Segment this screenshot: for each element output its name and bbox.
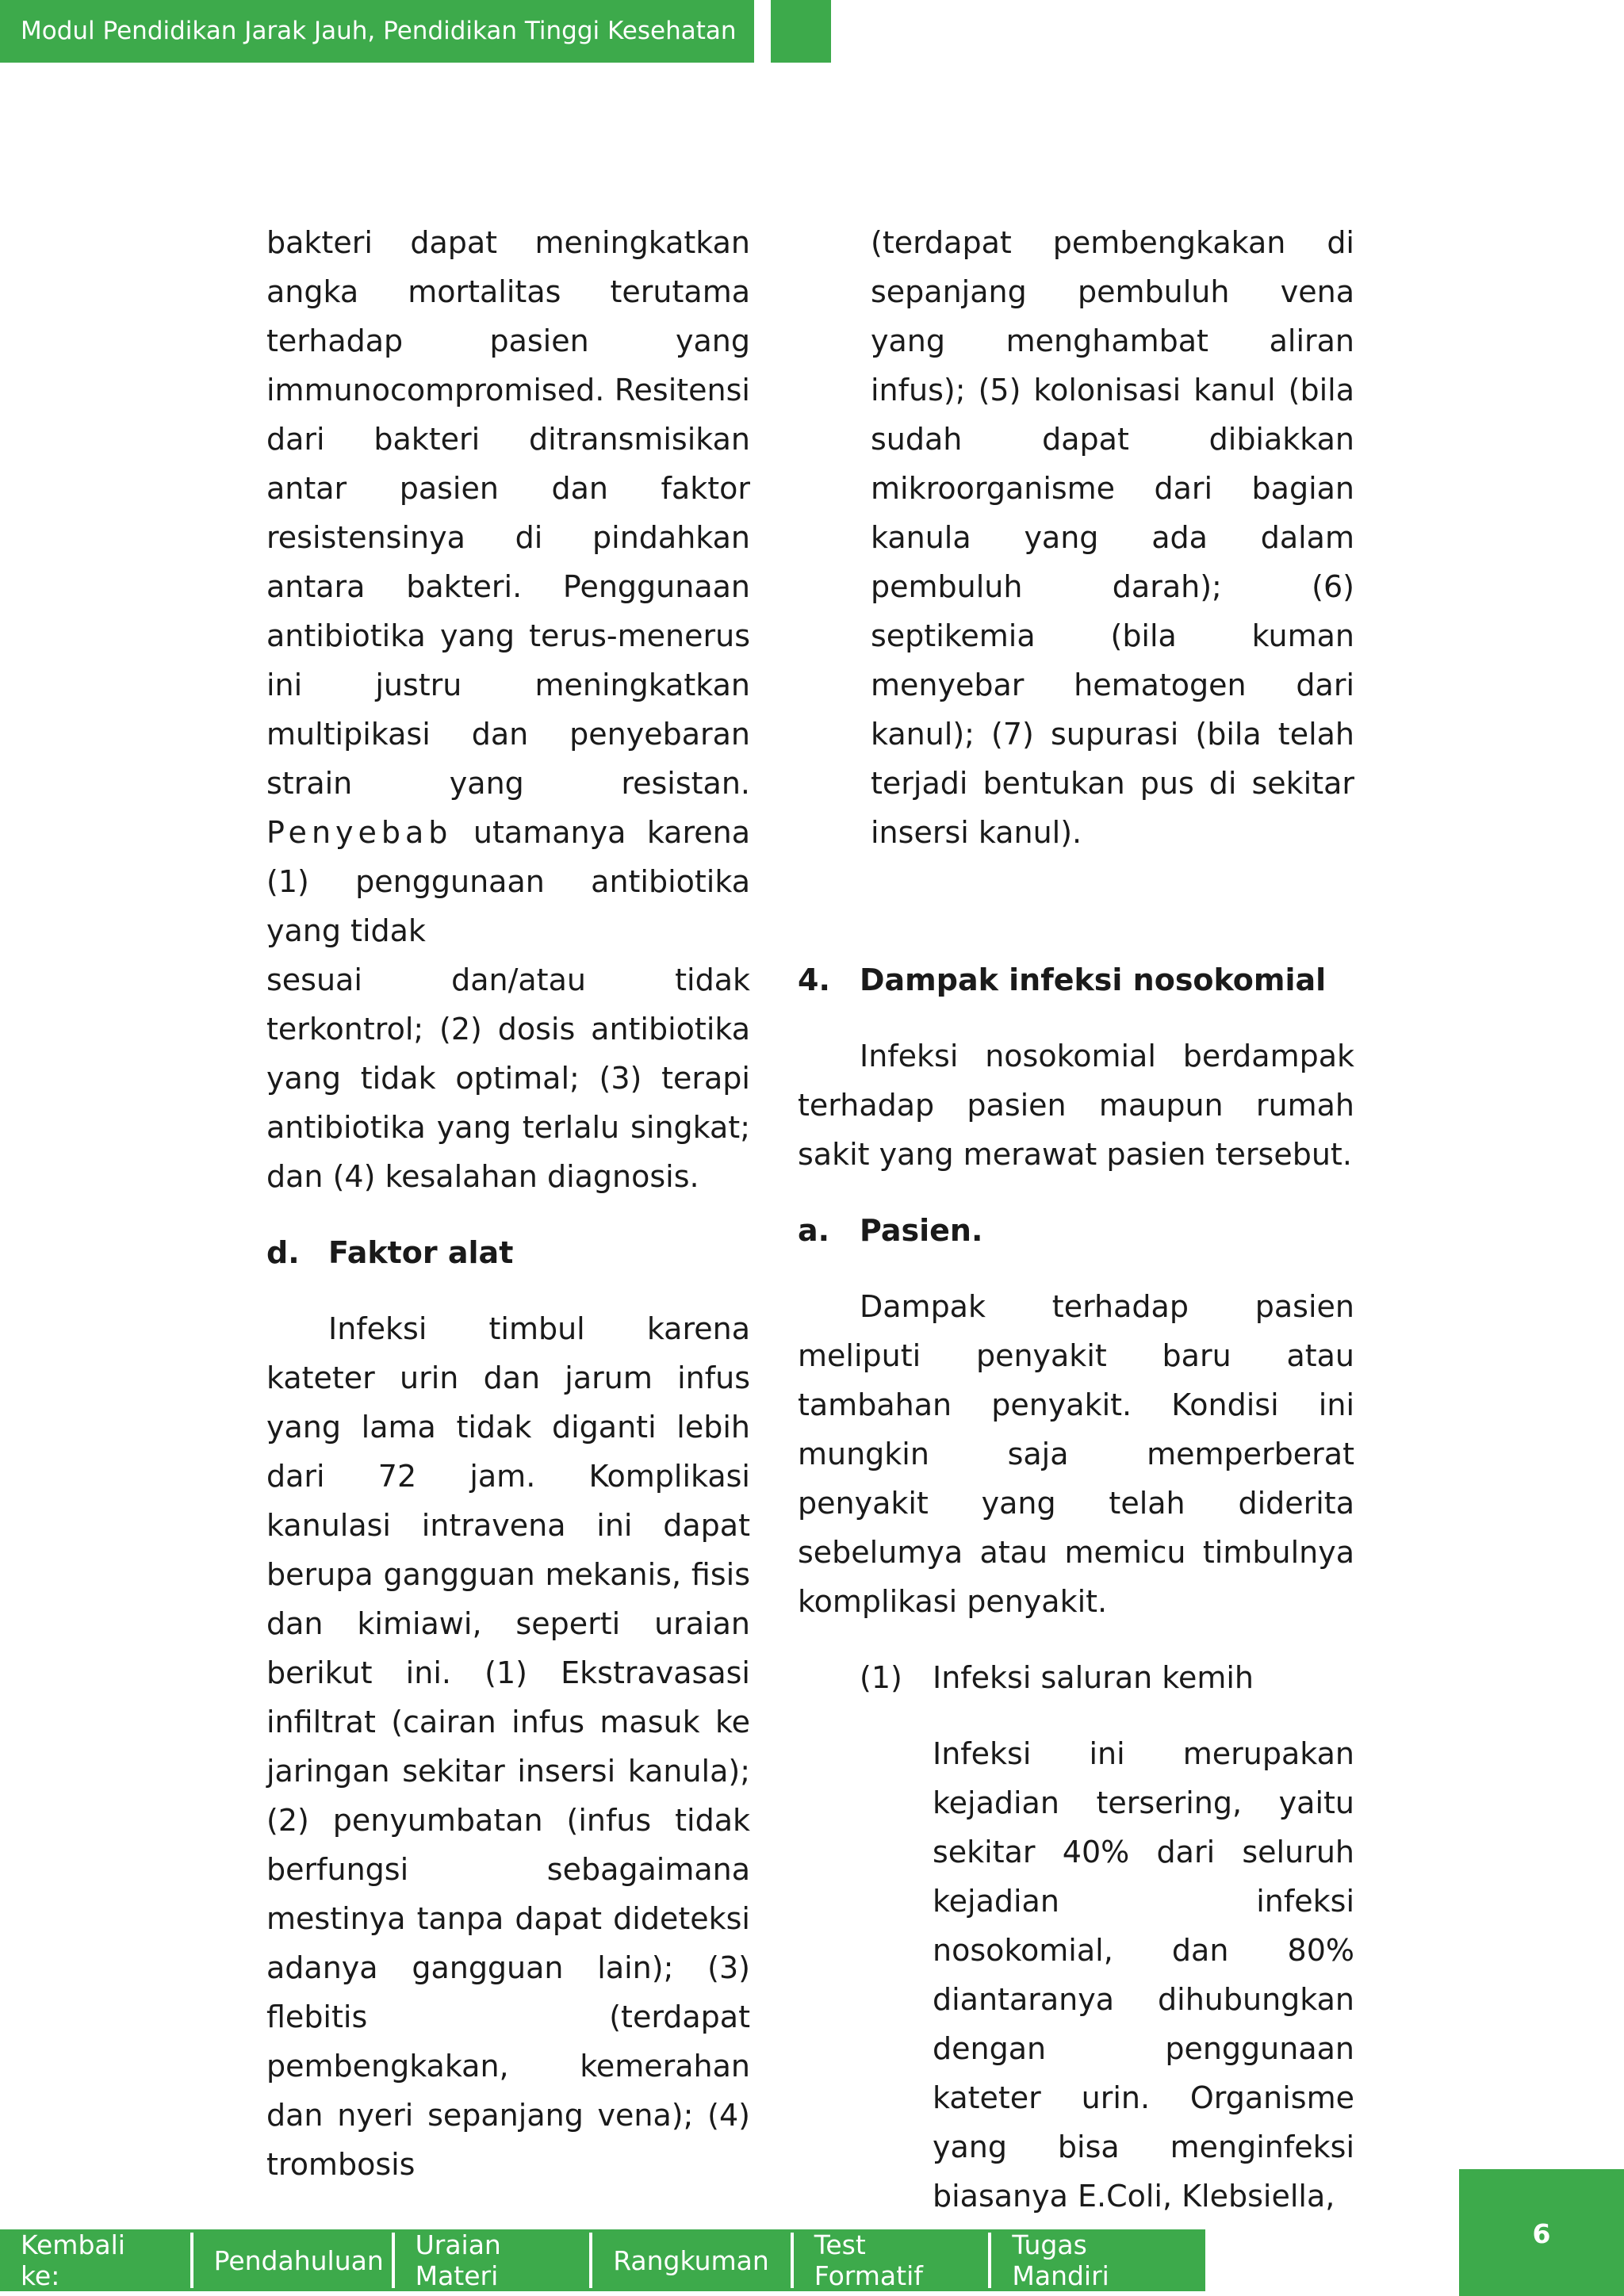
left-paragraph-1-end: utamanya karena (1) penggunaan antibiotika yang tidak bbox=[266, 815, 750, 948]
left-paragraph-1-spaced: Penyebab bbox=[266, 815, 453, 850]
footer-link-tugas-mandiri[interactable]: Tugas Mandiri bbox=[1012, 2229, 1109, 2291]
heading-pasien bbox=[798, 1206, 1354, 1255]
header-tab-decoration bbox=[771, 0, 831, 63]
heading-pasien-number: a. bbox=[798, 1213, 830, 1248]
list-item-title: Infeksi saluran kemih bbox=[933, 1660, 1254, 1695]
left-column bbox=[266, 218, 750, 2189]
footer-link-test-formatif[interactable]: Test Formatif bbox=[814, 2229, 923, 2291]
footer-link-pendahuluan[interactable]: Pendahuluan bbox=[213, 2244, 384, 2276]
list-item-number: (1) bbox=[860, 1660, 902, 1695]
footer-link-rangkuman[interactable]: Rangkuman bbox=[613, 2244, 769, 2276]
heading-dampak-number: 4. bbox=[798, 962, 830, 997]
left-paragraph-1-text: bakteri dapat meningkatkan angka mortalitas terutama terhadap pasien yang immunocompromised. Resitensi dari bakteri ditransmisikan antar pasien dan faktor resistensinya di pindahkan antara bakteri. Penggunaan antibiotika yang terus-menerus ini justru meningkatkan multipikasi dan penyebaran strain yang resistan. bbox=[266, 225, 750, 801]
page-number: 6 bbox=[1459, 2169, 1624, 2296]
heading-pasien-text: Pasien. bbox=[860, 1213, 983, 1248]
heading-faktor-alat-number: d. bbox=[266, 1235, 300, 1270]
right-paragraph-2: Infeksi nosokomial berdampak terhadap pasien maupun rumah sakit yang merawat pasien tersebut. bbox=[798, 1039, 1354, 1172]
header-title: Modul Pendidikan Jarak Jauh, Pendidikan Tinggi Kesehatan bbox=[0, 0, 754, 63]
footer-nav bbox=[0, 2229, 1205, 2291]
right-paragraph-1: (terdapat pembengkakan di sepanjang pembuluh vena yang menghambat aliran infus); (5) kolonisasi kanul (bila sudah dapat dibiakkan mikroorganisme dari bagian kanula yang ada dalam pembuluh darah); (6) septikemia (bila kuman menyebar hematogen dari kanul); (7) supurasi (bila telah terjadi bentukan pus di sekitar insersi kanul). bbox=[871, 225, 1354, 850]
footer-link-uraian-materi[interactable]: Uraian Materi bbox=[415, 2229, 501, 2291]
left-paragraph-2: sesuai dan/atau tidak terkontrol; (2) dosis antibiotika yang tidak optimal; (3) terapi antibiotika yang terlalu singkat; dan (4) kesalahan diagnosis. bbox=[266, 962, 750, 1194]
left-paragraph-3: Infeksi timbul karena kateter urin dan jarum infus yang lama tidak diganti lebih dari 72 jam. Komplikasi kanulasi intravena ini dapat berupa gangguan mekanis, fisis dan kimiawi, seperti uraian berikut ini. (1) Ekstravasasi infiltrat (cairan infus masuk ke jaringan sekitar insersi kanula); (2) penyumbatan (infus tidak berfungsi sebagaimana mestinya tanpa dapat dideteksi adanya gangguan lain); (3) flebitis (terdapat pembengkakan, kemerahan dan nyeri sepanjang vena); (4) trombosis bbox=[266, 1311, 750, 2182]
right-column bbox=[798, 218, 1354, 2221]
left-paragraph-1 bbox=[266, 218, 750, 955]
heading-dampak-text: Dampak infeksi nosokomial bbox=[860, 962, 1327, 997]
heading-faktor-alat bbox=[266, 1228, 750, 1277]
heading-dampak bbox=[798, 955, 1354, 1004]
right-paragraph-4: Infeksi ini merupakan kejadian tersering, yaitu sekitar 40% dari seluruh kejadian infeksi nosokomial, dan 80% diantaranya dihubungkan dengan penggunaan kateter urin. Organisme yang bisa menginfeksi biasanya E.Coli, Klebsiella, bbox=[933, 1736, 1354, 2214]
list-item-infeksi-saluran-kemih bbox=[798, 1653, 1354, 1702]
heading-faktor-alat-text: Faktor alat bbox=[328, 1235, 514, 1270]
right-paragraph-3: Dampak terhadap pasien meliputi penyakit baru atau tambahan penyakit. Kondisi ini mungkin saja memperberat penyakit yang telah diderita sebelumya atau memicu timbulnya komplikasi penyakit. bbox=[798, 1289, 1354, 1619]
footer-label: Kembali ke: bbox=[21, 2229, 125, 2291]
